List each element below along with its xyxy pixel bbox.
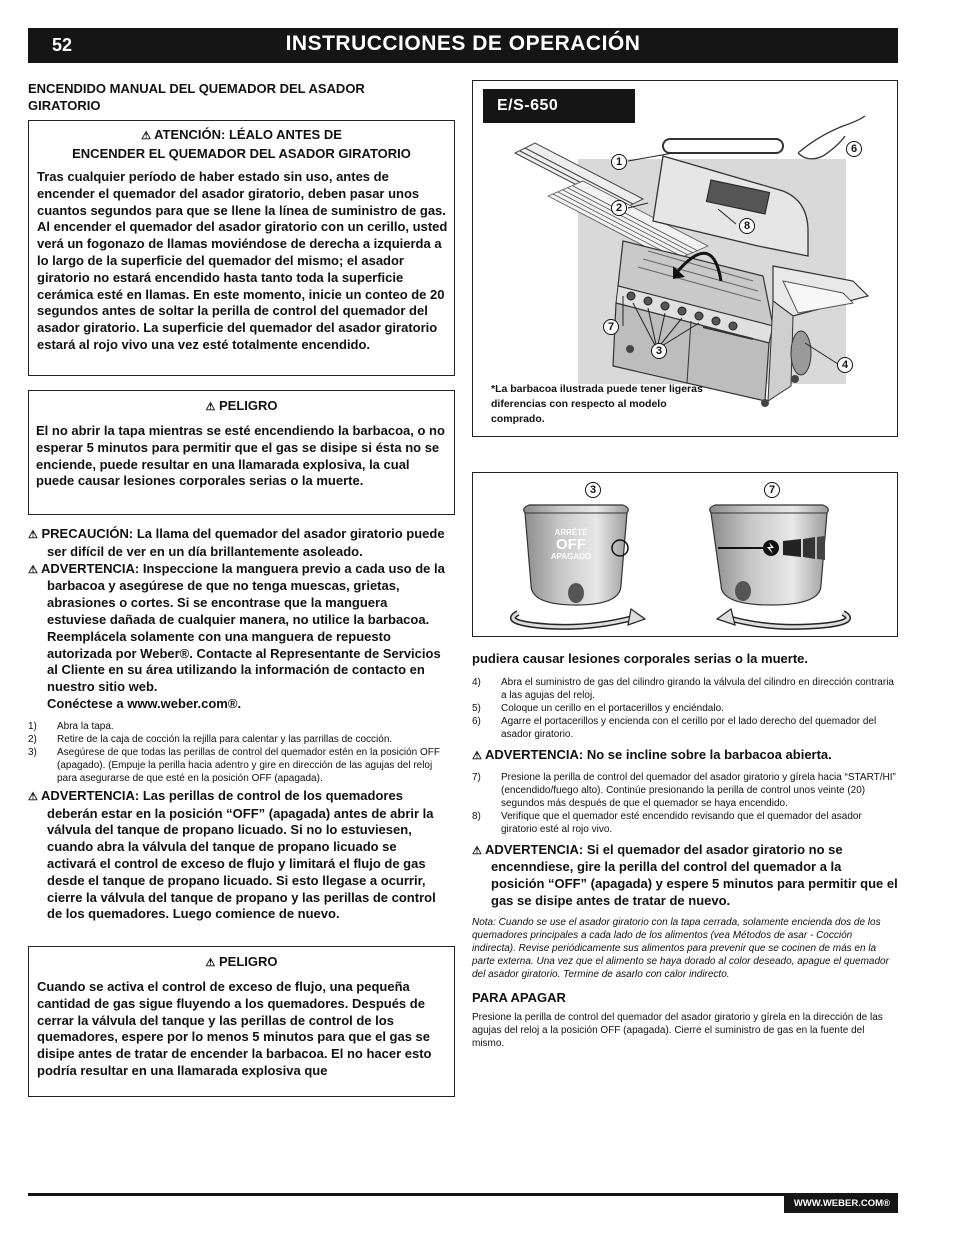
page-header: [28, 28, 898, 63]
danger-title-1: ⚠ PELIGRO: [205, 398, 278, 413]
callout-2: 2: [611, 200, 627, 216]
steps-list-3: [472, 771, 898, 836]
lean-warning-text: ⚠ ADVERTENCIA: No se incline sobre la barbacoa abierta.: [472, 746, 832, 762]
figure-note: *La barbacoa ilustrada puede tener ligeras diferencias con respecto al modelo comprado.: [491, 383, 703, 425]
callout-8: 8: [739, 218, 755, 234]
caution-text: ⚠ PRECAUCIÓN: La llama del quemador del asador giratorio puede ser difícil de ver en un día brillantemente asoleado.: [28, 526, 445, 559]
list-item: 6) Agarre el portacerillos y encienda con el cerillo por el lado derecho del quemador del asador giratorio.: [472, 715, 877, 740]
section-heading: ENCENDIDO MANUAL DEL QUEMADOR DEL ASADOR GIRATORIO: [28, 81, 365, 113]
off-heading: PARA APAGAR: [472, 989, 566, 1005]
list-item: 7) Presione la perilla de control del quemador del asador giratorio y gírela hacia “START/HI” (encendido/fuego alto). Continúe presionando la perilla de control unos veinte (20) segundos más después de que el quemador se haya encendido.: [472, 771, 896, 809]
callout-4: 4: [837, 357, 853, 373]
warning-triangle-icon: ⚠: [141, 130, 151, 142]
warning-triangle-icon: ⚠: [28, 563, 38, 576]
page-number: 52: [52, 35, 73, 55]
knob-callout-3: 3: [585, 482, 601, 498]
warning-triangle-icon: ⚠: [472, 749, 482, 762]
attention-body: Tras cualquier período de haber estado sin uso, antes de encender el quemador del asador giratorio, deben pasar unos cuantos segundos para que se llene la línea de suministro de gas. Al encender el quemador del asador giratorio con un cerillo, usted verá un fogonazo de llamas moviéndose de derecha a izquierda a lo largo de la superficie del quemador del mismo; el asador giratorio no estará encendido hasta tanto toda la superficie cerámica esté en llamas. En este momento, inicie un conteo de 20 segundos antes de soltar la perilla de control del quemador del asador giratorio. La superficie del quemador del asador giratorio estará al rojo vivo una vez esté totalmente encendido.: [37, 169, 448, 352]
relight-warning-text: ⚠ ADVERTENCIA: Si el quemador del asador giratorio no se encenndiese, gire la perilla del control del quemador a la posición “OFF” (apagada) y espere 5 minutos para permitir que el gas se disipe antes de tratar de nuevo.: [472, 841, 898, 908]
danger-title-2: ⚠ PELIGRO: [205, 954, 278, 969]
warning-triangle-icon: ⚠: [205, 401, 216, 413]
footer-website[interactable]: WWW.WEBER.COM®: [784, 1194, 898, 1213]
website-line: Conéctese a www.weber.com®.: [47, 695, 242, 711]
callout-7: 7: [603, 319, 619, 335]
danger-body-2: Cuando se activa el control de exceso de flujo, una pequeña cantidad de gas sigue fluyendo a los quemadores. Después de cerrar la válvula del tanque y las perillas de control de los quemadores, espere por lo menos 5 minutos para que el gas se disipe antes de tratar de encender la barbacoa. El no hacer esto podría resultar en una llamarada explosiva que: [37, 979, 432, 1078]
off-text: Presione la perilla de control del quemador del asador giratorio y gírela en la dirección de las agujas del reloj a la posición OFF (apagada). Cierre el suministro de gas en la fuente del mismo.: [472, 1011, 883, 1049]
steps-list-2: [472, 676, 898, 741]
model-label: E/S-650: [483, 89, 635, 123]
warning-triangle-icon: ⚠: [205, 957, 216, 969]
list-item: 4) Abra el suministro de gas del cilindro girando la válvula del cilindro en dirección contraria a las agujas del reloj.: [472, 676, 894, 701]
warning-triangle-icon: ⚠: [472, 844, 482, 857]
knob-figure: [472, 472, 898, 637]
continuation-text: pudiera causar lesiones corporales serias o la muerte.: [472, 651, 808, 666]
callout-1: 1: [611, 154, 627, 170]
list-item: 3) Asegúrese de que todas las perillas de control del quemador estén en la posición OFF (apagado). (Empuje la perilla hacia adentro y gire en dirección de las agujas del reloj para asegurarse de que esté en la posición OFF (apagada).: [28, 746, 441, 784]
list-item: 2) Retire de la caja de cocción la rejilla para calentar y las parrillas de cocción.: [28, 733, 393, 745]
danger-body-1: El no abrir la tapa mientras se esté encendiendo la barbacoa, o no esperar 5 minutos para permitir que el gas se disipe si ésta no se enciende, puede resultar en una llamarada explosiva, la cual puede causar lesiones corporales serias o la muerte.: [36, 423, 445, 489]
danger-box-2: [28, 946, 455, 1097]
list-item: 5) Coloque un cerillo en el portacerillos y enciéndalo.: [472, 702, 724, 714]
attention-box: [28, 120, 455, 376]
right-text-block: [472, 651, 898, 1050]
warning-triangle-icon: ⚠: [28, 790, 38, 803]
note-text: Nota: Cuando se use el asador giratorio con la tapa cerrada, solamente encienda dos de los quemadores principales a cada lado de los alimentos (vea Métodos de asar - Cocción indirecta). Revise periódicamente sus alimentos para prevenir que se cocinen de más en la parte externa. Una vez que el alimento se haya dorado al color deseado, apague el quemador del asador giratorio. Termine de asarlo con calor indirecto.: [472, 916, 889, 980]
list-item: 1) Abra la tapa.: [28, 720, 114, 732]
hose-warning-text: ⚠ ADVERTENCIA: Inspeccione la manguera previo a cada uso de la barbacoa y asegúrese de que no tenga muescas, grietas, abrasiones o cortes. Si se encontrase que la manguera estuviese dañada de cualquier manera, no utilice la barbacoa. Reemplácela solamente con una manguera de repuesto autorizada por Weber®. Contacte al Representante de Servicios al Cliente en su área utilizando la información de contacto en nuestro sitio web.: [28, 560, 445, 695]
knob-callout-7: 7: [764, 482, 780, 498]
callout-6: 6: [846, 141, 862, 157]
off-warning-text: ⚠ ADVERTENCIA: Las perillas de control de los quemadores deberán estar en la posición “OFF” (apagada) antes de abrir la válvula del tanque de propano licuado. Si no lo estuviesen, cuando abra la válvula del tanque de propano licuado se activará el control de exceso de flujo y limitará el flujo de gas desde el tanque de propano licuado. Si esto llegase a ocurrir, cierre la válvula del tanque de propano y las perillas de control de los quemadores. Luego comience de nuevo.: [28, 787, 436, 922]
off-knob-label: ARRÊTÉ OFF APAGADO: [550, 528, 592, 561]
caution-warning-block: [28, 526, 446, 923]
grill-figure: [472, 80, 898, 437]
attention-title: ⚠ ATENCIÓN: LÉALO ANTES DE ENCENDER EL QUEMADOR DEL ASADOR GIRATORIO: [72, 127, 411, 161]
callout-3: 3: [651, 343, 667, 359]
page-title: INSTRUCCIONES DE OPERACIÓN: [285, 32, 641, 55]
warning-triangle-icon: ⚠: [28, 529, 38, 541]
list-item: 8) Verifique que el quemador esté encendido revisando que el quemador del asador giratorio esté al rojo vivo.: [472, 810, 862, 835]
danger-box-1: [28, 390, 455, 515]
steps-list-1: [28, 720, 446, 785]
footer-rule: [28, 1193, 898, 1196]
